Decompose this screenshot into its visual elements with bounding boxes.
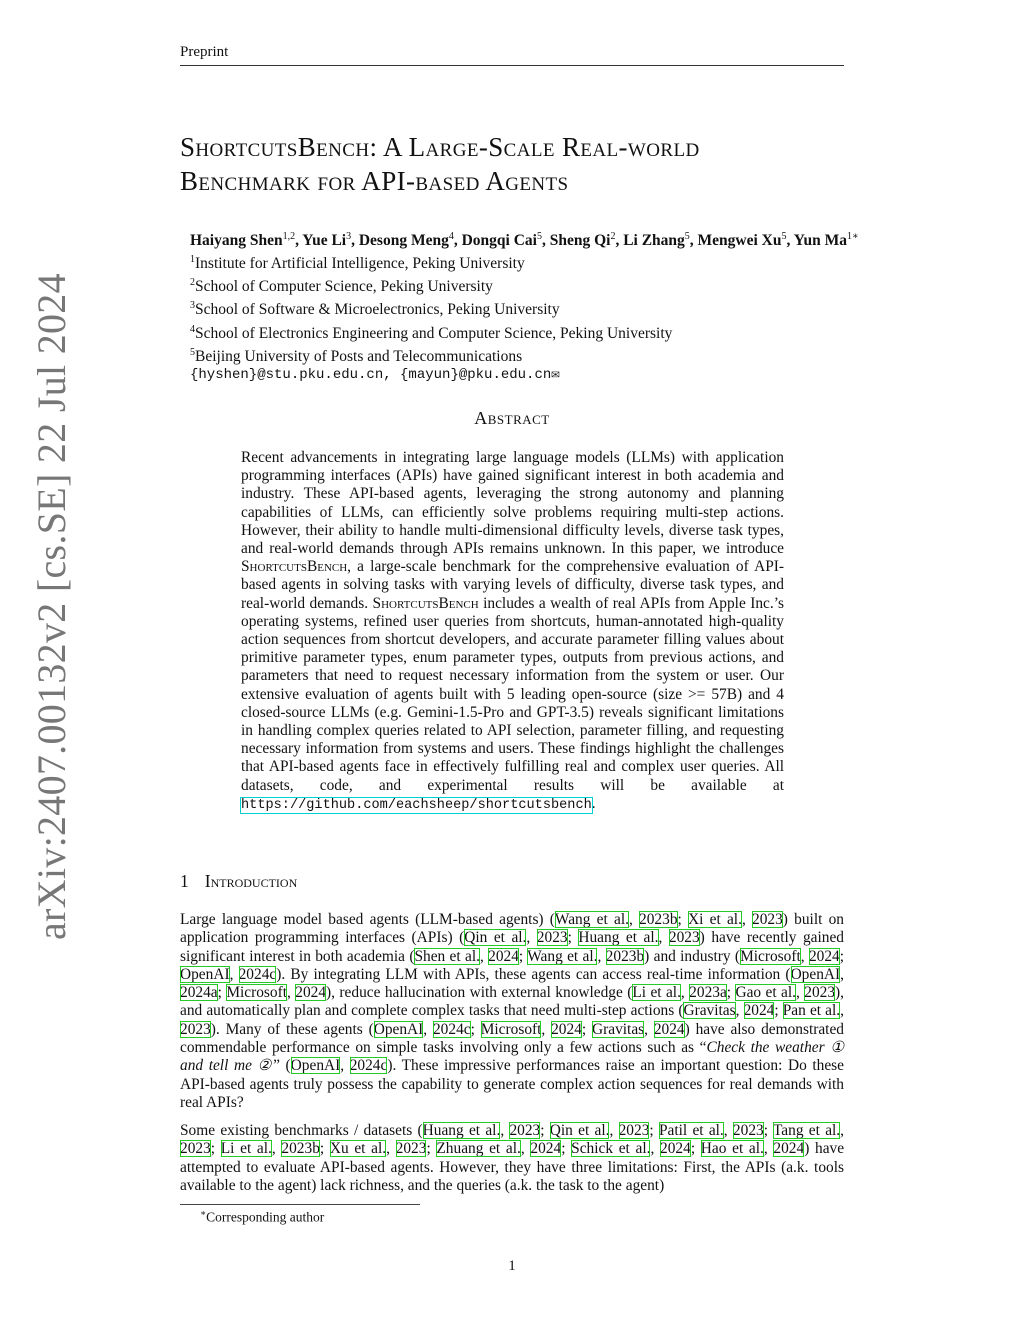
citation-link[interactable]: 2023 bbox=[395, 1140, 427, 1158]
benchmark-name: ShortcutsBench bbox=[372, 594, 479, 612]
citation-separator: , bbox=[423, 1020, 433, 1038]
citation-separator: ; bbox=[690, 1140, 701, 1158]
citation-link[interactable]: 2023 bbox=[732, 1122, 764, 1139]
benchmark-name: ShortcutsBench bbox=[241, 558, 348, 576]
citation-separator: ; bbox=[774, 1002, 783, 1020]
abstract-text: . bbox=[591, 794, 596, 812]
citation-separator: ; bbox=[518, 947, 528, 965]
author-name: Li Zhang bbox=[623, 232, 685, 250]
citation-separator: ; bbox=[426, 1140, 437, 1158]
title-line-1: ShortcutsBench: A Large-Scale Real-world bbox=[180, 132, 700, 162]
citation-separator: ; bbox=[540, 1122, 550, 1139]
title-line-2: Benchmark for API-based Agents bbox=[180, 166, 569, 196]
body-text: ) built on application programming interfaces (APIs) ( bbox=[180, 911, 844, 947]
citation-link[interactable]: 2024 bbox=[653, 1020, 685, 1038]
citation-link[interactable]: 2024c bbox=[349, 1057, 388, 1075]
citation-separator: , bbox=[840, 965, 844, 983]
citation-separator: , bbox=[763, 1140, 774, 1158]
citation-separator: , bbox=[500, 1122, 510, 1139]
abstract-heading: Abstract bbox=[474, 408, 550, 428]
section-number: 1 bbox=[180, 871, 189, 891]
citation-link[interactable]: OpenAI bbox=[180, 965, 230, 983]
citation-link[interactable]: Zhuang et al. bbox=[436, 1140, 521, 1158]
footnote-mark: ∗ bbox=[200, 1208, 207, 1218]
affiliation-text: School of Computer Science, Peking University bbox=[195, 278, 493, 296]
section-title: Introduction bbox=[204, 871, 298, 891]
affiliation-mark: 5 bbox=[190, 346, 195, 358]
author-affiliation-mark: 5 bbox=[781, 231, 787, 242]
citation-link[interactable]: 2024c bbox=[432, 1020, 471, 1038]
citation-link[interactable]: 2023 bbox=[509, 1122, 541, 1139]
affiliation-text: School of Software & Microelectronics, Peking University bbox=[195, 301, 560, 319]
author-name: Dongqi Cai bbox=[461, 232, 537, 250]
affiliation bbox=[190, 320, 870, 343]
affiliation-text: School of Electronics Engineering and Computer Science, Peking University bbox=[195, 324, 673, 342]
section-heading bbox=[180, 871, 297, 892]
citation-link[interactable]: Huang et al. bbox=[578, 929, 659, 947]
citation-separator: , bbox=[658, 929, 669, 947]
intro-paragraph-1 bbox=[180, 911, 844, 1112]
citation-link[interactable]: 2024 bbox=[488, 947, 519, 965]
footnote bbox=[200, 1208, 324, 1226]
citation-link[interactable]: 2023 bbox=[180, 1020, 211, 1038]
author-affiliation-mark: 2 bbox=[610, 231, 616, 242]
example-query: Check the weather ① and tell me ② bbox=[180, 1039, 845, 1075]
citation-separator: , bbox=[597, 947, 606, 965]
paper-title bbox=[180, 130, 860, 198]
citation-separator: , bbox=[644, 1020, 654, 1038]
citation-separator: ; bbox=[561, 1140, 572, 1158]
body-text: ) have attempted to evaluate API-based agents. However, they have three limitations: First, the APIs (a.k. tools available to the agent) lack richness, and the queries (a.k. the task to the agent) bbox=[180, 1140, 845, 1194]
citation-separator: , bbox=[609, 1122, 619, 1139]
citation-link[interactable]: 2023 bbox=[536, 929, 568, 947]
body-text: Some existing benchmarks / datasets ( bbox=[180, 1122, 423, 1139]
author-emails: {hyshen}@stu.pku.edu.cn, {mayun}@pku.edu.cn✉ bbox=[190, 366, 560, 383]
author-block bbox=[190, 227, 870, 385]
citation-link[interactable]: 2024 bbox=[743, 1002, 775, 1020]
citation-separator: ; bbox=[470, 1020, 481, 1038]
citation-link[interactable]: OpenAI bbox=[790, 965, 841, 983]
repository-link[interactable]: https://github.com/eachsheep/shortcutsbench bbox=[241, 797, 592, 813]
author-affiliation-mark: 5 bbox=[536, 231, 542, 242]
citation-link[interactable]: OpenAI bbox=[373, 1020, 424, 1038]
citation-link[interactable]: Microsoft bbox=[740, 947, 801, 965]
affiliation-mark: 1 bbox=[190, 254, 195, 266]
citation-link[interactable]: 2024 bbox=[295, 984, 327, 1002]
citation-separator: , bbox=[386, 1140, 396, 1158]
citation-link[interactable]: 2024 bbox=[808, 947, 840, 965]
citation-separator: ; bbox=[839, 947, 845, 965]
abstract-text: , a large-scale benchmark for the comprehensive evaluation of API-based agents in solving tasks with varying levels of difficulty, diverse task types, and real-world demands. bbox=[241, 558, 784, 612]
author-name: Yun Ma bbox=[793, 232, 847, 250]
author-affiliation-mark: 5 bbox=[684, 231, 690, 242]
citation-separator: , bbox=[741, 911, 753, 928]
page-number: 1 bbox=[508, 1258, 516, 1274]
author-affiliation-mark: 1,2 bbox=[282, 231, 296, 242]
author-name: Yue Li bbox=[302, 232, 347, 250]
citation-separator: , bbox=[340, 1057, 350, 1075]
citation-link[interactable]: Microsoft bbox=[226, 984, 288, 1002]
citation-separator: , bbox=[287, 984, 296, 1002]
citation-separator: ; bbox=[581, 1020, 592, 1038]
affiliation bbox=[190, 296, 870, 319]
author-name: Haiyang Shen bbox=[190, 232, 283, 250]
citation-link[interactable]: Hao et al. bbox=[700, 1140, 764, 1158]
citation-separator: , bbox=[796, 984, 805, 1002]
citation-separator: , bbox=[723, 1122, 733, 1139]
author-affiliation-mark: 4 bbox=[448, 231, 454, 242]
affiliation bbox=[190, 273, 870, 296]
citation-separator: ; bbox=[567, 929, 579, 947]
citation-link[interactable]: 2023b bbox=[605, 947, 645, 965]
body-text: ). These impressive performances raise an important question: Do these API-based agents truly possess the capability to generate complex action sequences for real demands with real APIs? bbox=[180, 1057, 844, 1111]
citation-link[interactable]: Shen et al. bbox=[414, 947, 480, 965]
citation-link[interactable]: Patil et al. bbox=[658, 1122, 724, 1139]
citation-link[interactable]: 2023 bbox=[180, 1140, 211, 1158]
citation-separator: ; bbox=[319, 1140, 330, 1158]
citation-separator: ; bbox=[677, 911, 689, 928]
citation-link[interactable]: 2024 bbox=[551, 1020, 582, 1038]
affiliation-text: Institute for Artificial Intelligence, Peking University bbox=[195, 255, 525, 273]
citation-separator: , bbox=[479, 947, 489, 965]
affiliation-mark: 3 bbox=[190, 300, 195, 312]
author-list: Haiyang Shen$^{1,2}$, Yue Li$^3$, Desong Meng$^4$, Dongqi Cai$^5$, Sheng Qi$^2$, Li Zhang$^5$, Mengwei Xu$^5$, Yun $Ma^{1∗}$ bbox=[190, 231, 859, 250]
citation-separator: , bbox=[800, 947, 809, 965]
affiliation-mark: 2 bbox=[190, 277, 195, 289]
body-text: ) and industry ( bbox=[644, 947, 741, 965]
citation-separator: ; bbox=[217, 984, 227, 1002]
citation-separator: , bbox=[735, 1002, 744, 1020]
body-text: Large language model based agents (LLM-based agents) ( bbox=[180, 911, 555, 928]
author-name: Mengwei Xu bbox=[697, 232, 782, 250]
citation-link[interactable]: Li et al. bbox=[632, 984, 681, 1002]
body-text: ” ( bbox=[273, 1057, 291, 1075]
affiliation-text: Beijing University of Posts and Telecommunications bbox=[195, 347, 523, 365]
citation-separator: ; bbox=[210, 1140, 221, 1158]
author-name: Sheng Qi bbox=[549, 232, 611, 250]
citation-link[interactable]: 2023 bbox=[752, 911, 783, 928]
citation-link[interactable]: Wang et al. bbox=[527, 947, 598, 965]
intro-paragraph-2 bbox=[180, 1122, 844, 1195]
citation-link[interactable]: Li et al. bbox=[220, 1140, 272, 1158]
citation-link[interactable]: 2024a bbox=[180, 984, 218, 1002]
body-text: ) have recently gained significant interest in both academia ( bbox=[180, 929, 844, 965]
abstract-text: Recent advancements in integrating large language models (LLMs) with application programming interfaces (APIs) have gained significant interest in both academia and industry. These API-based agents, leveraging the strong autonomy and planning capabilities of LLMs, can efficiently solve problems requiring multi-step actions. However, their ability to handle multi-dimensional difficulty levels, diverse task types, and real-world demands through APIs remains unknown. In this paper, we introduce bbox=[241, 449, 784, 558]
citation-link[interactable]: 2024 bbox=[660, 1140, 691, 1158]
author-name: Desong Meng bbox=[358, 232, 449, 250]
body-text: ) have also demonstrated commendable performance on simple tasks involving only a few actions such as “ bbox=[180, 1020, 844, 1057]
citation-link[interactable]: 2023a bbox=[689, 984, 727, 1002]
citation-link[interactable]: Xi et al. bbox=[688, 911, 742, 928]
citation-separator: , bbox=[680, 984, 690, 1002]
footnote-divider bbox=[180, 1204, 420, 1205]
citation-link[interactable]: Microsoft bbox=[480, 1020, 542, 1038]
abstract-text: includes a wealth of real APIs from Apple Inc.’s operating systems, refined user queries from shortcuts, human-annotated high-quality action sequences from shortcut developers, and accurate parameter filling values about primitive parameter types, enum parameter types, outputs from previous actions, and parameters that need to request necessary information from the system or user. Our extensive evaluation of agents built with 5 leading open-source (size >= 57B) and 4 closed-source LLMs (e.g. Gemini-1.5-Pro and GPT-3.5) reveals significant limitations in handling complex queries related to API selection, parameter filling, and requesting necessary information from systems and users. These findings highlight the challenges that API-based agents face in effectively fulfilling real and complex user queries. All datasets, code, and experimental results will be available at bbox=[241, 594, 784, 794]
citation-link[interactable]: OpenAI bbox=[290, 1057, 341, 1075]
citation-separator: , bbox=[526, 929, 537, 947]
citation-link[interactable]: Gao et al. bbox=[735, 984, 796, 1002]
citation-link[interactable]: Qin et al. bbox=[549, 1122, 610, 1139]
citation-link[interactable]: 2023 bbox=[804, 984, 836, 1002]
citation-separator: , bbox=[229, 965, 239, 983]
affiliation bbox=[190, 250, 870, 273]
citation-separator: , bbox=[840, 1002, 844, 1020]
abstract-body bbox=[241, 449, 784, 815]
affiliation-mark: 4 bbox=[190, 323, 195, 335]
citation-link[interactable]: 2023b bbox=[281, 1140, 320, 1158]
citation-link[interactable]: Gravitas bbox=[683, 1002, 736, 1020]
citation-link[interactable]: 2024 bbox=[773, 1140, 805, 1158]
citation-link[interactable]: Tang et al. bbox=[772, 1122, 841, 1139]
citation-link[interactable]: Qin et al. bbox=[464, 929, 527, 947]
citation-separator: ; bbox=[763, 1122, 773, 1139]
arxiv-stamp: arXiv:2407.00132v2 [cs.SE] 22 Jul 2024 bbox=[29, 273, 74, 940]
citation-separator: ; bbox=[726, 984, 736, 1002]
citation-link[interactable]: 2024c bbox=[238, 965, 277, 983]
citation-link[interactable]: Gravitas bbox=[592, 1020, 645, 1038]
citation-link[interactable]: Schick et al. bbox=[571, 1140, 651, 1158]
body-text: ), reduce hallucination with external knowledge ( bbox=[326, 984, 633, 1002]
citation-separator: ; bbox=[649, 1122, 659, 1139]
body-text: ). Many of these agents ( bbox=[210, 1020, 374, 1038]
affiliation bbox=[190, 343, 870, 366]
citation-separator: , bbox=[541, 1020, 552, 1038]
citation-link[interactable]: 2023 bbox=[618, 1122, 650, 1139]
citation-link[interactable]: Xu et al. bbox=[329, 1140, 387, 1158]
citation-link[interactable]: 2023b bbox=[639, 911, 678, 928]
citation-separator: , bbox=[628, 911, 640, 928]
body-text: ). By integrating LLM with APIs, these agents can access real-time information ( bbox=[276, 965, 791, 983]
citation-separator: , bbox=[650, 1140, 661, 1158]
citation-separator: , bbox=[840, 1122, 845, 1139]
citation-link[interactable]: Huang et al. bbox=[422, 1122, 501, 1139]
author-affiliation-mark: 3 bbox=[346, 231, 352, 242]
footnote-text: Corresponding author bbox=[206, 1209, 325, 1225]
citation-separator: , bbox=[520, 1140, 531, 1158]
citation-separator: , bbox=[271, 1140, 282, 1158]
body-text: ), and automatically plan and complete complex tasks that need multi-step actions ( bbox=[180, 984, 845, 1020]
author-affiliation-mark: 1∗ bbox=[846, 231, 859, 242]
citation-link[interactable]: Pan et al. bbox=[782, 1002, 841, 1020]
running-head: Preprint bbox=[180, 44, 844, 66]
citation-link[interactable]: 2024 bbox=[530, 1140, 562, 1158]
citation-link[interactable]: Wang et al. bbox=[554, 911, 629, 928]
citation-link[interactable]: 2023 bbox=[668, 929, 700, 947]
